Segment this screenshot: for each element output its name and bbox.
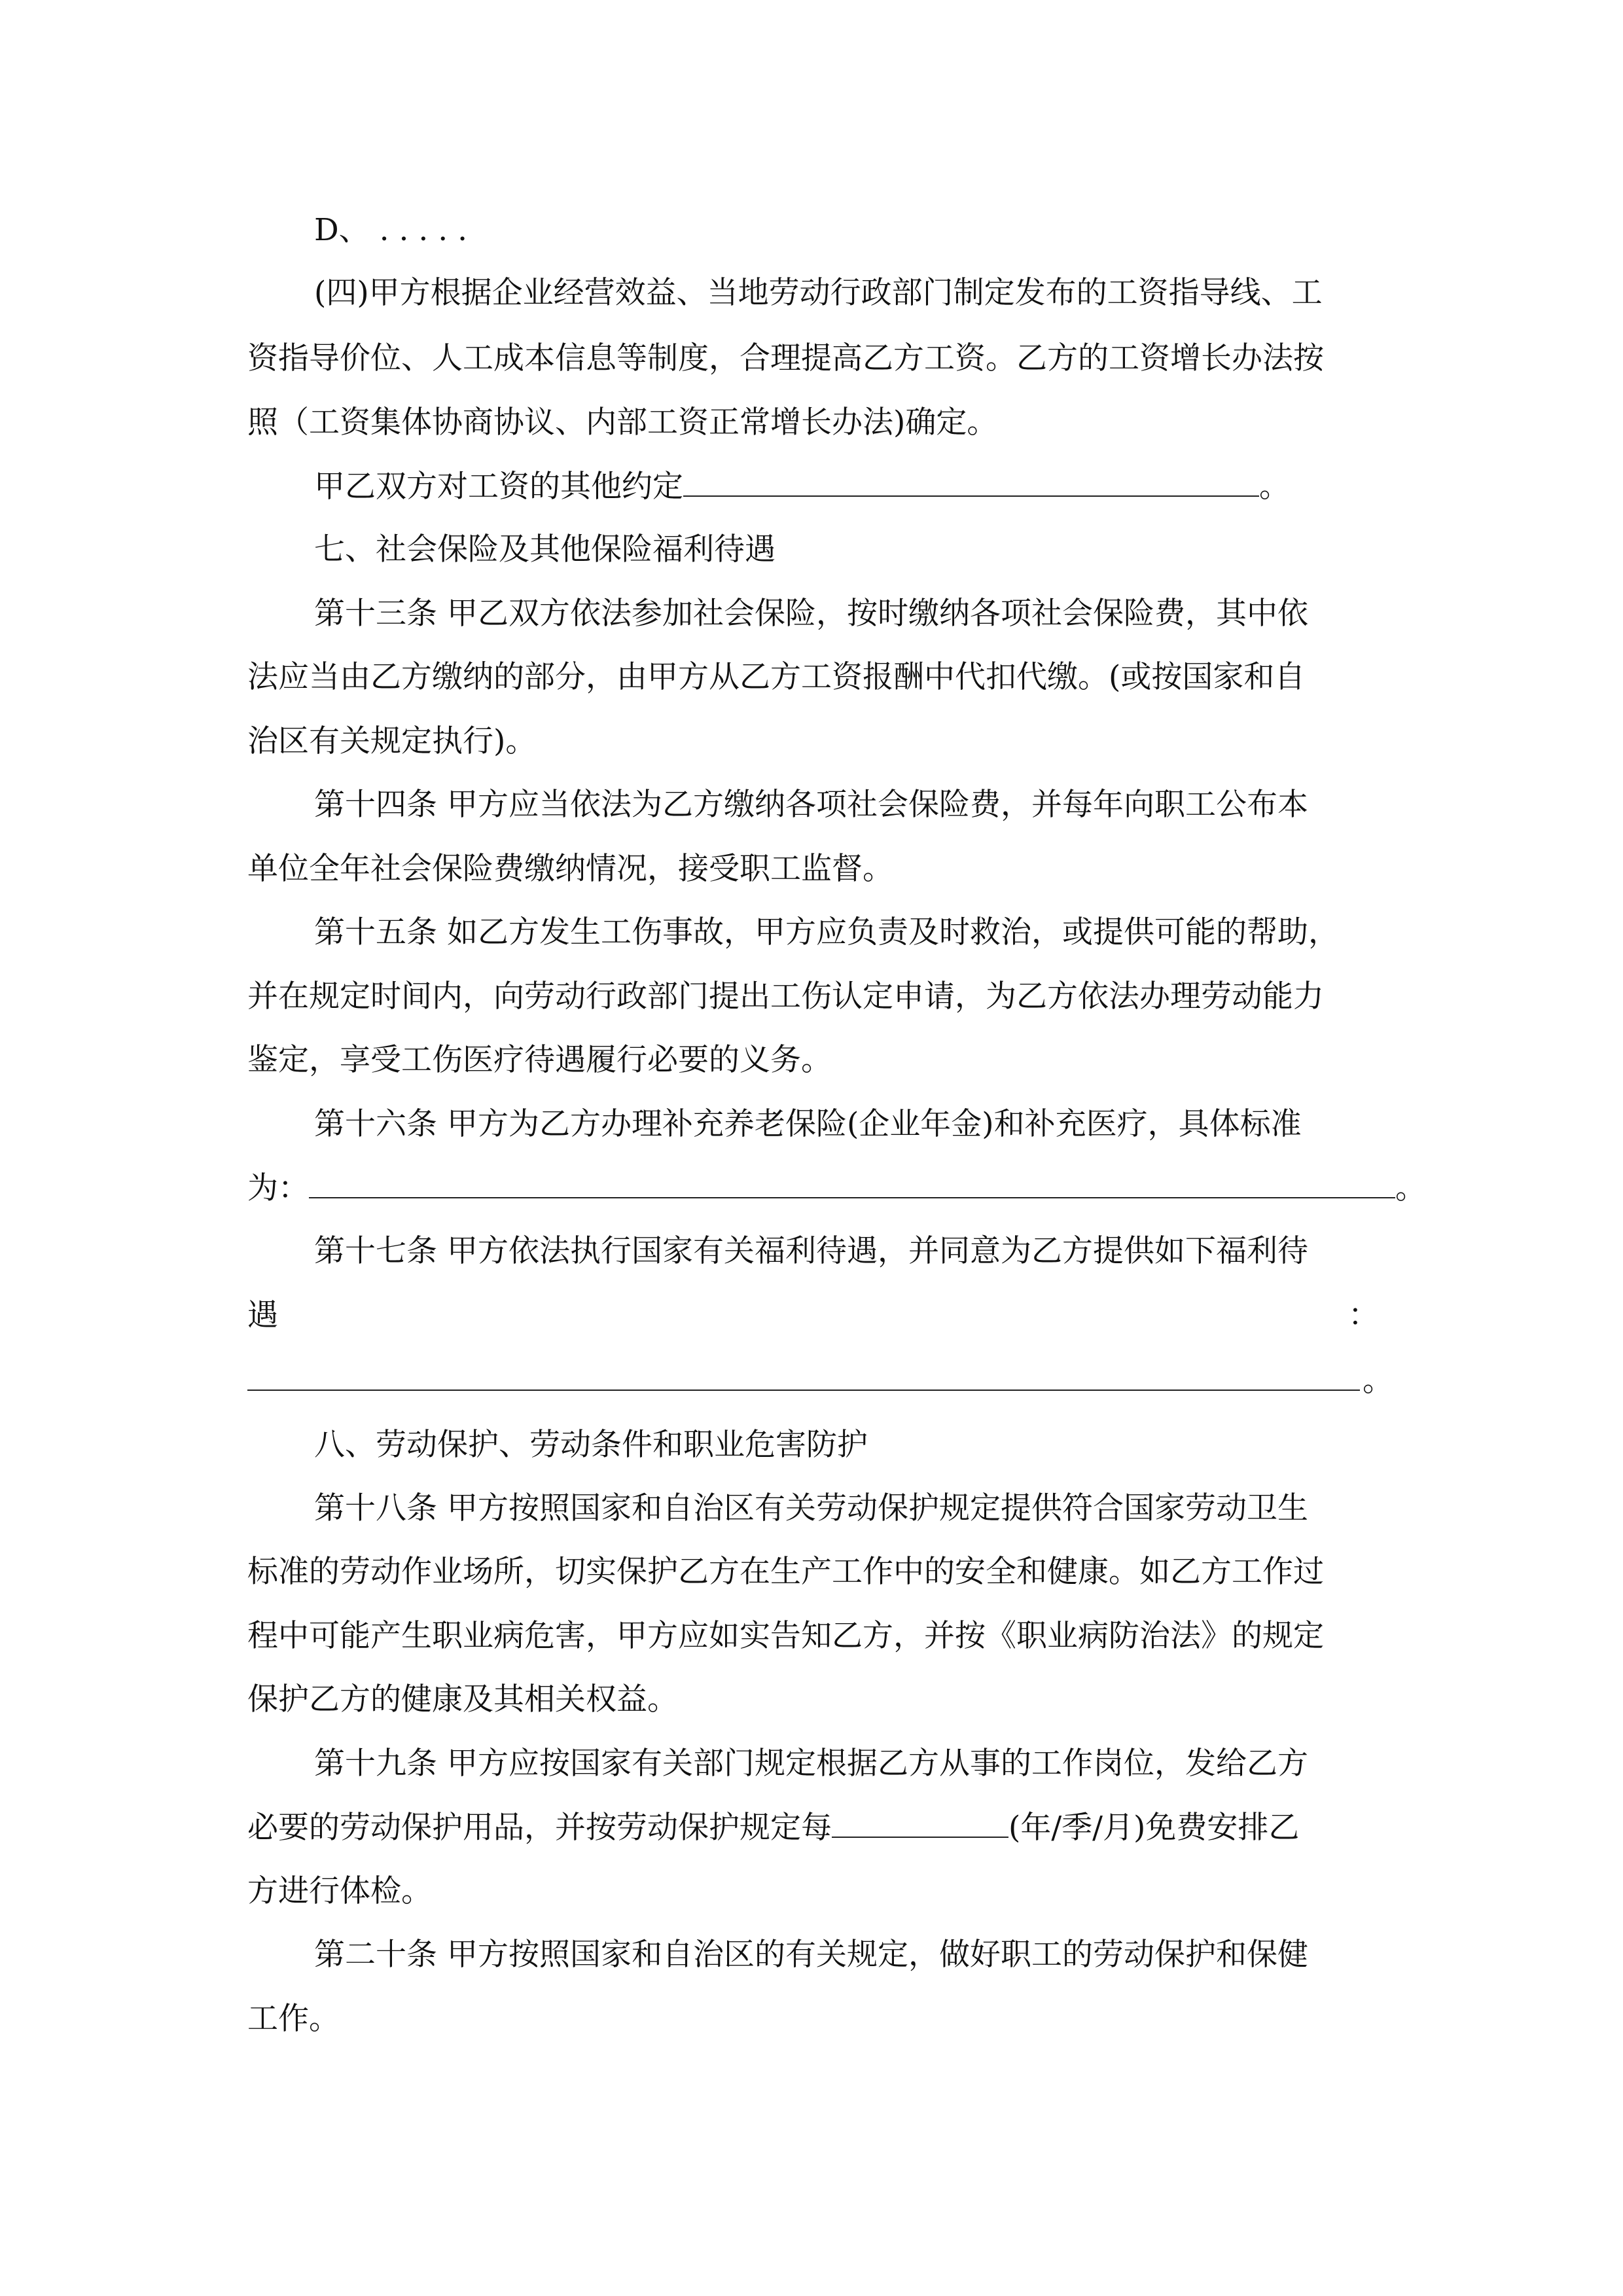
text-line: 并在规定时间内，向劳动行政部门提出工伤认定申请，为乙方依法办理劳动能力 — [247, 978, 1324, 1014]
text-line: 第十四条 甲方应当依法为乙方缴纳各项社会保险费，并每年向职工公布本 — [314, 787, 1308, 823]
fill-blank-checkup-frequency[interactable] — [832, 1808, 1008, 1838]
article-17-line-2 — [247, 1296, 278, 1335]
text-line: 。 — [1363, 1363, 1393, 1399]
text-line: 治区有关规定执行)。 — [247, 723, 537, 759]
article-20-line-1 — [314, 1935, 1308, 1975]
article-13-line-1 — [314, 594, 1308, 634]
text-line: 遇 — [247, 1297, 278, 1333]
article-17-colon — [1348, 1296, 1379, 1335]
fill-blank-other-wage[interactable] — [683, 467, 1259, 497]
article-16-line-2 — [247, 1168, 1426, 1208]
text-line: 法应当由乙方缴纳的部分，由甲方从乙方工资报酬中代扣代缴。(或按国家和自 — [247, 659, 1306, 695]
fill-blank-welfare-benefits[interactable] — [247, 1390, 1360, 1391]
text-line: 第十六条 甲方为乙方办理补充养老保险(企业年金)和补充医疗，具体标准 — [314, 1106, 1302, 1142]
text-line: (年/季/月)免费安排乙 — [1008, 1810, 1300, 1846]
text-line: 第十九条 甲方应按国家有关部门规定根据乙方从事的工作岗位，发给乙方 — [314, 1746, 1308, 1782]
article-18-line-3 — [247, 1617, 1324, 1656]
text-line: 工作。 — [247, 2001, 340, 2037]
article-15-line-2 — [247, 977, 1324, 1016]
article-19-line-1 — [314, 1744, 1308, 1784]
article-18-line-2 — [247, 1552, 1324, 1592]
paragraph-4-line-3 — [247, 403, 997, 442]
fill-blank-supplementary-standard[interactable] — [309, 1168, 1395, 1198]
text-line: D、 . . . . . — [314, 212, 468, 248]
other-wage-agreement — [314, 467, 1290, 507]
article-17-period — [1363, 1361, 1393, 1401]
article-16-line-1 — [314, 1105, 1302, 1144]
text-line: 程中可能产生职业病危害，甲方应如实告知乙方，并按《职业病防治法》的规定 — [247, 1618, 1324, 1654]
article-14-line-1 — [314, 785, 1308, 825]
section-heading: 七、社会保险及其他保险福利待遇 — [314, 531, 776, 567]
article-17-line-1 — [314, 1232, 1308, 1271]
section-7-heading — [314, 530, 776, 569]
text-line: 保护乙方的健康及其相关权益。 — [247, 1681, 678, 1717]
article-19-line-2 — [247, 1808, 1299, 1848]
section-8-heading — [314, 1426, 868, 1465]
text-line: 单位全年社会保险费缴纳情况，接受职工监督。 — [247, 851, 893, 887]
text-line: 第十三条 甲乙双方依法参加社会保险，按时缴纳各项社会保险费，其中依 — [314, 596, 1308, 632]
article-15-line-3 — [247, 1041, 832, 1080]
text-line: 资指导价位、人工成本信息等制度，合理提高乙方工资。乙方的工资增长办法按 — [247, 340, 1324, 376]
text-line: 为： — [247, 1170, 309, 1206]
text-line: 。 — [1259, 469, 1290, 505]
article-15-line-1 — [314, 913, 1339, 952]
article-13-line-2 — [247, 658, 1305, 697]
text-line: 第十八条 甲方按照国家和自治区有关劳动保护规定提供符合国家劳动卫生 — [314, 1490, 1308, 1526]
text-line: 鉴定，享受工伤医疗待遇履行必要的义务。 — [247, 1042, 832, 1078]
article-19-line-3 — [247, 1872, 432, 1911]
text-line: 方进行体检。 — [247, 1873, 432, 1909]
text-line: 。 — [1395, 1170, 1426, 1206]
text-line: 必要的劳动保护用品，并按劳动保护规定每 — [247, 1810, 832, 1846]
text-line: (四)甲方根据企业经营效益、当地劳动行政部门制定发布的工资指导线、工 — [314, 275, 1323, 311]
section-heading: 八、劳动保护、劳动条件和职业危害防护 — [314, 1427, 868, 1463]
article-13-line-3 — [247, 722, 536, 761]
list-item-d — [314, 211, 467, 250]
article-18-line-4 — [247, 1680, 678, 1719]
article-18-line-1 — [314, 1489, 1308, 1528]
paragraph-4-line-2 — [247, 339, 1324, 378]
article-20-line-2 — [247, 2000, 340, 2039]
text-line: 照（工资集体协商协议、内部工资正常增长办法)确定。 — [247, 404, 998, 440]
text-line: 甲乙双方对工资的其他约定 — [314, 469, 683, 505]
article-14-line-2 — [247, 850, 893, 889]
text-line: ： — [1348, 1297, 1379, 1333]
paragraph-4-line-1 — [314, 274, 1323, 313]
text-line: 标准的劳动作业场所，切实保护乙方在生产工作中的安全和健康。如乙方工作过 — [247, 1554, 1324, 1590]
text-line: 第十七条 甲方依法执行国家有关福利待遇，并同意为乙方提供如下福利待 — [314, 1233, 1308, 1269]
text-line: 第十五条 如乙方发生工伤事故，甲方应负责及时救治，或提供可能的帮助， — [314, 914, 1339, 950]
text-line: 第二十条 甲方按照国家和自治区的有关规定，做好职工的劳动保护和保健 — [314, 1937, 1308, 1973]
